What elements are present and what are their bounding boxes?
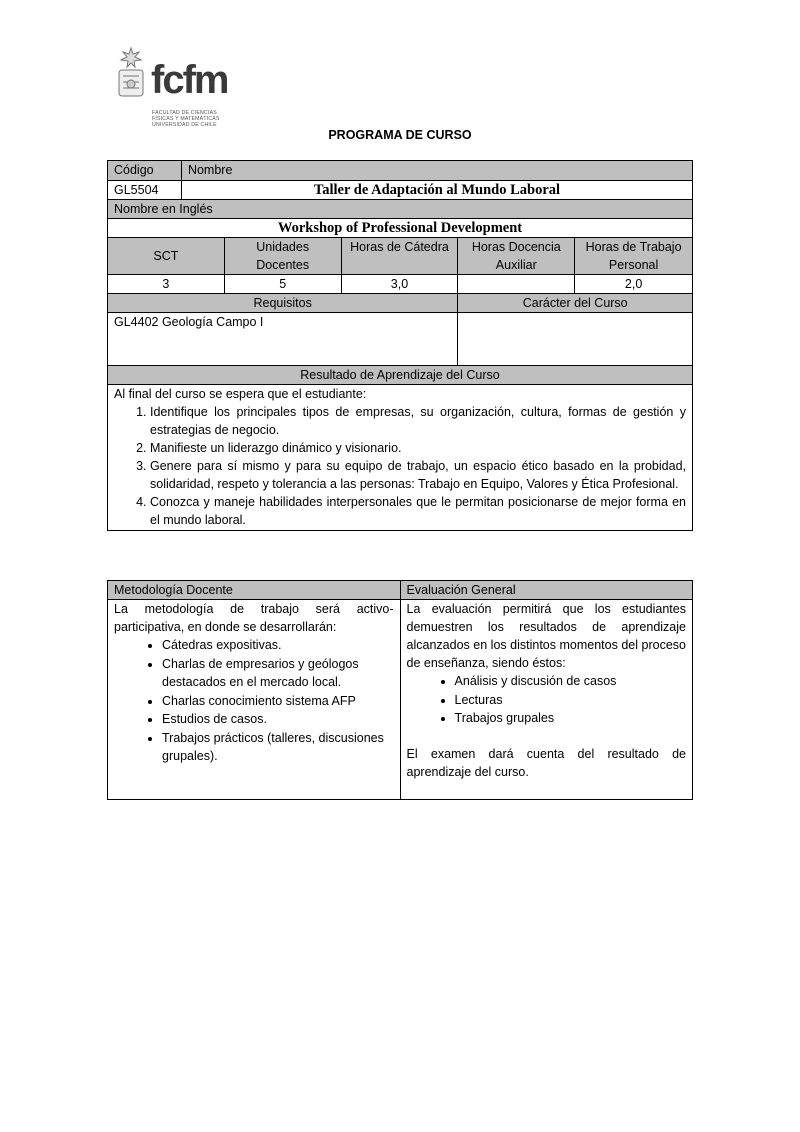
evaluation-closing: El examen dará cuenta del resultado de aprendizaje del curso.	[406, 746, 686, 779]
sct-value: 3	[108, 275, 225, 294]
list-item: • Estudios de casos.	[162, 710, 394, 729]
code-label: Código	[108, 161, 182, 181]
learning-intro: Al final del curso se espera que el estudiante:	[114, 387, 367, 401]
english-name-label: Nombre en Inglés	[108, 200, 693, 219]
evaluation-content	[400, 600, 692, 800]
requisites-label: Requisitos	[108, 294, 458, 313]
list-item: • Lecturas	[455, 691, 686, 710]
requisites-value: GL4402 Geología Campo I	[108, 313, 458, 366]
course-code: GL5504	[108, 181, 182, 200]
personal-hours-header: Horas de Trabajo Personal	[575, 238, 693, 275]
methodology-label: Metodología Docente	[108, 581, 401, 600]
list-item: • Trabajos grupales	[455, 709, 686, 728]
list-item: • Cátedras expositivas.	[162, 636, 394, 655]
personal-hours-value: 2,0	[575, 275, 693, 294]
fcfm-logo	[113, 46, 243, 132]
methodology-evaluation-table	[107, 580, 693, 800]
evaluation-list	[407, 672, 686, 728]
list-item: 1. Identifique los principales tipos de empresas, su organización, cultura, formas de gestión y estrategias de negocio.	[150, 403, 686, 439]
list-item: • Charlas de empresarios y geólogos destacados en el mercado local.	[162, 655, 394, 692]
university-crest-icon	[113, 46, 149, 102]
sct-header: SCT	[108, 238, 225, 275]
lecture-hours-value: 3,0	[341, 275, 458, 294]
methodology-intro: La metodología de trabajo será activo-participativa, en donde se desarrollarán:	[114, 602, 394, 634]
aux-hours-value	[458, 275, 575, 294]
units-header: Unidades Docentes	[224, 238, 341, 275]
list-item: • Charlas conocimiento sistema AFP	[162, 692, 394, 711]
name-label: Nombre	[181, 161, 692, 181]
list-item: 2. Manifieste un liderazgo dinámico y visionario.	[150, 439, 686, 457]
units-value: 5	[224, 275, 341, 294]
learning-outcomes-label: Resultado de Aprendizaje del Curso	[108, 366, 693, 385]
lecture-hours-header: Horas de Cátedra	[341, 238, 458, 275]
character-value	[458, 313, 693, 366]
list-item: 4. Conozca y maneje habilidades interpersonales que le permitan posicionarse de mejor forma en el mundo laboral.	[150, 493, 686, 529]
list-item: • Análisis y discusión de casos	[455, 672, 686, 691]
course-name: Taller de Adaptación al Mundo Laboral	[181, 181, 692, 200]
list-item: 3. Genere para sí mismo y para su equipo de trabajo, un espacio ético basado en la probidad, solidaridad, respeto y tolerancia a las personas: Trabajo en Equipo, Valores y Ética Profesional.	[150, 457, 686, 493]
list-item: • Trabajos prácticos (talleres, discusiones grupales).	[162, 729, 394, 766]
methodology-content	[108, 600, 401, 800]
english-name: Workshop of Professional Development	[108, 219, 693, 238]
document-title: PROGRAMA DE CURSO	[328, 128, 472, 142]
brand-wordmark: fcfm	[151, 58, 228, 102]
evaluation-intro: La evaluación permitirá que los estudiantes demuestren los resultados de aprendizaje alcanzados en los distintos momentos del proceso de enseñanza, siendo éstos:	[406, 602, 686, 670]
course-info-table	[107, 160, 693, 531]
logo-subtitle: FACULTAD DE CIENCIAS FÍSICAS Y MATEMÁTICAS UNIVERSIDAD DE CHILE	[152, 110, 220, 128]
methodology-list	[114, 636, 394, 766]
learning-outcomes-list	[114, 403, 686, 529]
aux-hours-header: Horas Docencia Auxiliar	[458, 238, 575, 275]
evaluation-label: Evaluación General	[400, 581, 692, 600]
learning-outcomes-content	[108, 385, 693, 531]
character-label: Carácter del Curso	[458, 294, 693, 313]
